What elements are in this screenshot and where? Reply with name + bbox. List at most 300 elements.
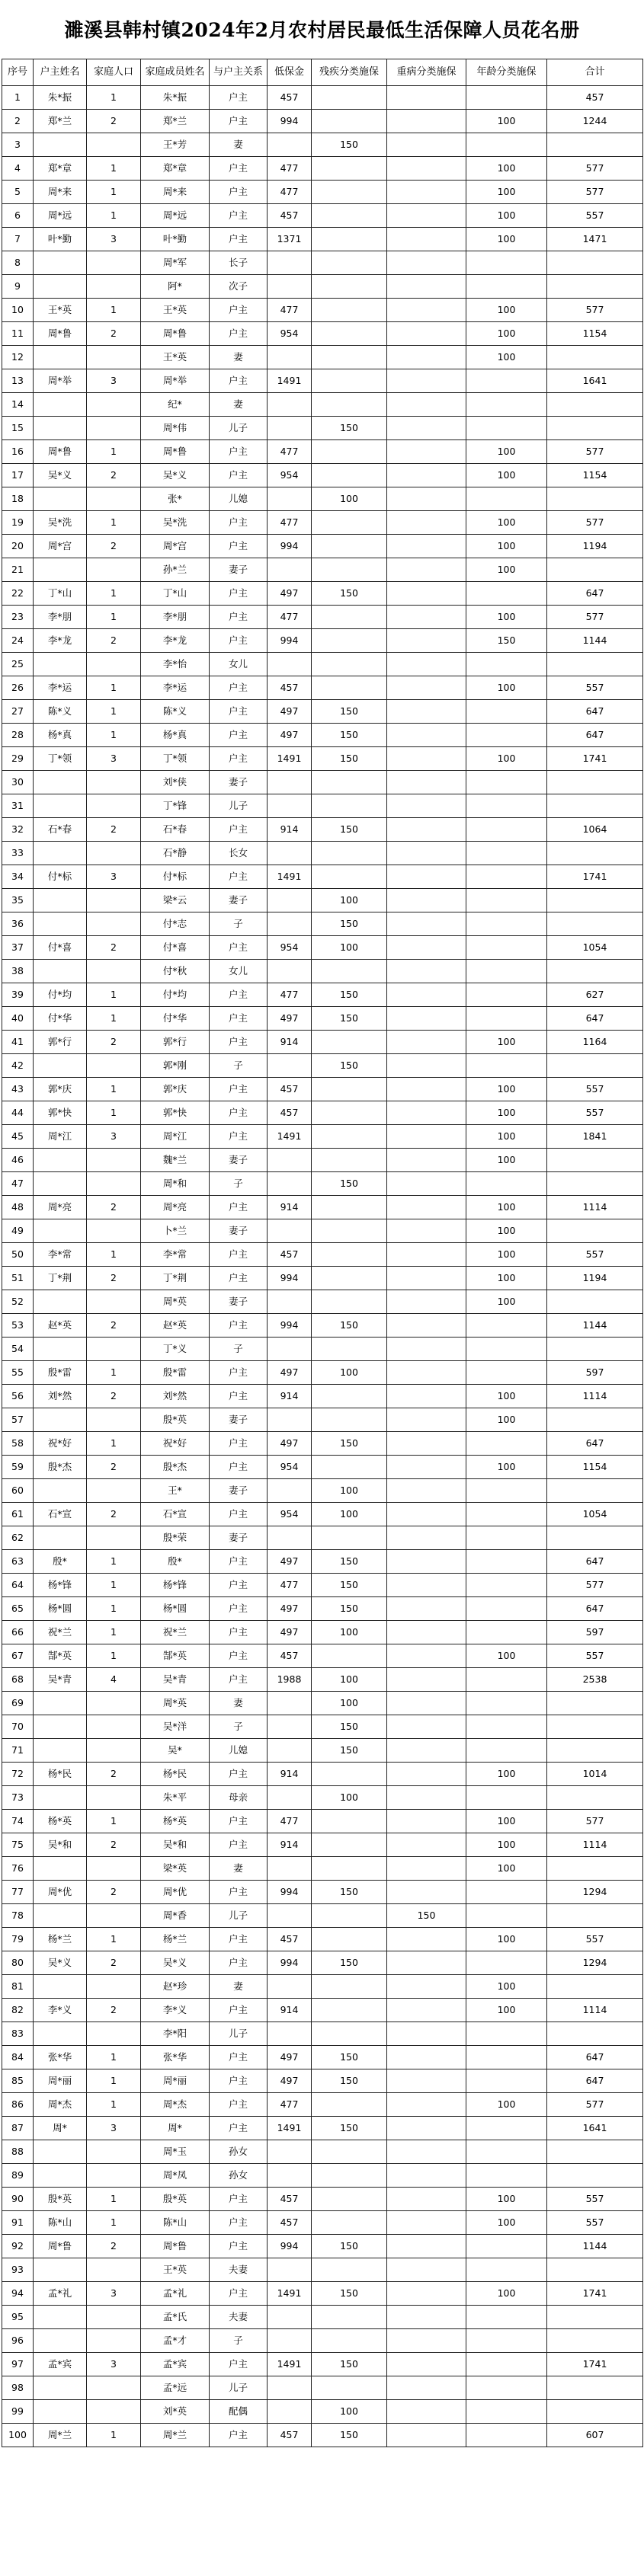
cell-disability-aid xyxy=(312,1219,387,1243)
cell-household-size xyxy=(87,1715,141,1739)
cell-relation: 户主 xyxy=(210,1432,268,1456)
cell-relation: 户主 xyxy=(210,629,268,653)
cell-head-name: 丁*领 xyxy=(34,747,87,771)
cell-head-name xyxy=(34,1975,87,1999)
cell-disability-aid: 150 xyxy=(312,2046,387,2069)
cell-total: 557 xyxy=(547,204,643,228)
cell-age-aid xyxy=(466,2376,547,2400)
cell-member-name: 殷*杰 xyxy=(141,1456,210,1479)
cell-age-aid xyxy=(466,582,547,606)
cell-total: 1154 xyxy=(547,1456,643,1479)
cell-head-name xyxy=(34,1479,87,1503)
cell-disability-aid: 100 xyxy=(312,1786,387,1810)
cell-relation: 户主 xyxy=(210,464,268,487)
cell-member-name: 丁*山 xyxy=(141,582,210,606)
table-row xyxy=(2,676,643,700)
cell-seq: 11 xyxy=(2,322,34,346)
cell-relation: 配偶 xyxy=(210,2400,268,2424)
cell-head-name xyxy=(34,2376,87,2400)
cell-household-size: 1 xyxy=(87,440,141,464)
cell-seq: 49 xyxy=(2,1219,34,1243)
cell-head-name: 杨*民 xyxy=(34,1763,87,1786)
cell-disability-aid xyxy=(312,181,387,204)
cell-household-size xyxy=(87,1479,141,1503)
cell-member-name: 吴* xyxy=(141,1739,210,1763)
cell-member-name: 杨*锋 xyxy=(141,1574,210,1597)
cell-member-name: 周* xyxy=(141,2117,210,2140)
cell-total: 1144 xyxy=(547,1314,643,1338)
cell-allowance: 497 xyxy=(268,2069,312,2093)
cell-total: 1741 xyxy=(547,2353,643,2376)
cell-disability-aid: 150 xyxy=(312,1432,387,1456)
cell-illness-aid xyxy=(387,983,466,1007)
cell-seq: 87 xyxy=(2,2117,34,2140)
cell-allowance: 477 xyxy=(268,511,312,535)
cell-household-size xyxy=(87,1857,141,1881)
cell-relation: 户主 xyxy=(210,1597,268,1621)
cell-total: 577 xyxy=(547,181,643,204)
table-row xyxy=(2,157,643,181)
cell-disability-aid: 150 xyxy=(312,1739,387,1763)
cell-relation: 户主 xyxy=(210,1881,268,1904)
cell-disability-aid: 150 xyxy=(312,1597,387,1621)
cell-age-aid xyxy=(466,393,547,417)
cell-relation: 母亲 xyxy=(210,1786,268,1810)
cell-age-aid xyxy=(466,1172,547,1196)
cell-member-name: 郭*刚 xyxy=(141,1054,210,1078)
cell-illness-aid xyxy=(387,1338,466,1361)
cell-allowance: 914 xyxy=(268,1763,312,1786)
cell-head-name: 郑*章 xyxy=(34,157,87,181)
cell-illness-aid xyxy=(387,2376,466,2400)
cell-allowance xyxy=(268,2400,312,2424)
cell-age-aid: 100 xyxy=(466,1290,547,1314)
cell-member-name: 殷*雷 xyxy=(141,1361,210,1385)
cell-seq: 100 xyxy=(2,2424,34,2447)
cell-allowance: 497 xyxy=(268,1621,312,1644)
cell-head-name: 郭*快 xyxy=(34,1101,87,1125)
cell-total xyxy=(547,1526,643,1550)
cell-relation: 户主 xyxy=(210,1574,268,1597)
cell-seq: 58 xyxy=(2,1432,34,1456)
cell-household-size: 2 xyxy=(87,1951,141,1975)
cell-illness-aid xyxy=(387,2424,466,2447)
cell-disability-aid xyxy=(312,1149,387,1172)
cell-relation: 户主 xyxy=(210,511,268,535)
header-relation: 与户主关系 xyxy=(210,59,268,86)
cell-age-aid xyxy=(466,1526,547,1550)
table-row xyxy=(2,1763,643,1786)
table-row xyxy=(2,2022,643,2046)
cell-allowance: 477 xyxy=(268,299,312,322)
cell-household-size xyxy=(87,1739,141,1763)
cell-member-name: 李*阳 xyxy=(141,2022,210,2046)
cell-allowance xyxy=(268,889,312,912)
cell-head-name: 李*常 xyxy=(34,1243,87,1267)
cell-seq: 24 xyxy=(2,629,34,653)
cell-seq: 18 xyxy=(2,487,34,511)
cell-member-name: 郜*英 xyxy=(141,1644,210,1668)
cell-member-name: 周*香 xyxy=(141,1904,210,1928)
cell-relation: 户主 xyxy=(210,322,268,346)
cell-seq: 41 xyxy=(2,1031,34,1054)
cell-age-aid: 100 xyxy=(466,535,547,558)
cell-allowance xyxy=(268,393,312,417)
cell-member-name: 吴*和 xyxy=(141,1833,210,1857)
table-row xyxy=(2,1999,643,2022)
cell-seq: 4 xyxy=(2,157,34,181)
cell-illness-aid xyxy=(387,2353,466,2376)
cell-household-size: 1 xyxy=(87,204,141,228)
cell-relation: 户主 xyxy=(210,1078,268,1101)
cell-household-size xyxy=(87,1338,141,1361)
cell-member-name: 周*优 xyxy=(141,1881,210,1904)
cell-head-name xyxy=(34,889,87,912)
cell-head-name: 周*杰 xyxy=(34,2093,87,2117)
cell-member-name: 吴*义 xyxy=(141,1951,210,1975)
cell-household-size xyxy=(87,2400,141,2424)
cell-illness-aid xyxy=(387,1479,466,1503)
cell-seq: 22 xyxy=(2,582,34,606)
cell-household-size: 2 xyxy=(87,322,141,346)
cell-relation: 妻子 xyxy=(210,1149,268,1172)
table-row xyxy=(2,983,643,1007)
cell-age-aid xyxy=(466,1951,547,1975)
cell-disability-aid xyxy=(312,369,387,393)
cell-total: 557 xyxy=(547,1078,643,1101)
cell-disability-aid xyxy=(312,1078,387,1101)
cell-head-name: 陈*义 xyxy=(34,700,87,724)
cell-allowance: 477 xyxy=(268,157,312,181)
cell-head-name: 周*江 xyxy=(34,1125,87,1149)
cell-household-size: 3 xyxy=(87,865,141,889)
cell-relation: 户主 xyxy=(210,1101,268,1125)
cell-member-name: 付*华 xyxy=(141,1007,210,1031)
cell-disability-aid xyxy=(312,676,387,700)
cell-total: 457 xyxy=(547,86,643,110)
cell-allowance: 457 xyxy=(268,1243,312,1267)
cell-illness-aid xyxy=(387,2140,466,2164)
cell-illness-aid xyxy=(387,1125,466,1149)
cell-allowance: 477 xyxy=(268,983,312,1007)
table-row xyxy=(2,299,643,322)
cell-member-name: 周*和 xyxy=(141,1172,210,1196)
cell-head-name: 吴*洗 xyxy=(34,511,87,535)
cell-allowance: 914 xyxy=(268,1833,312,1857)
cell-relation: 户主 xyxy=(210,1928,268,1951)
cell-seq: 63 xyxy=(2,1550,34,1574)
cell-allowance: 457 xyxy=(268,1078,312,1101)
cell-total: 577 xyxy=(547,440,643,464)
cell-head-name: 郑*兰 xyxy=(34,110,87,133)
cell-allowance xyxy=(268,2022,312,2046)
cell-head-name: 付*均 xyxy=(34,983,87,1007)
cell-member-name: 刘*侠 xyxy=(141,771,210,794)
cell-disability-aid xyxy=(312,606,387,629)
cell-head-name xyxy=(34,2022,87,2046)
cell-disability-aid: 150 xyxy=(312,912,387,936)
cell-age-aid xyxy=(466,700,547,724)
cell-total xyxy=(547,275,643,299)
cell-household-size: 1 xyxy=(87,1574,141,1597)
cell-household-size: 1 xyxy=(87,86,141,110)
cell-seq: 78 xyxy=(2,1904,34,1928)
cell-relation: 户主 xyxy=(210,1007,268,1031)
cell-total: 577 xyxy=(547,1810,643,1833)
cell-age-aid xyxy=(466,1881,547,1904)
cell-allowance: 1491 xyxy=(268,1125,312,1149)
cell-household-size xyxy=(87,487,141,511)
cell-age-aid xyxy=(466,1314,547,1338)
cell-head-name: 付*标 xyxy=(34,865,87,889)
cell-head-name: 刘*然 xyxy=(34,1385,87,1408)
table-row xyxy=(2,133,643,157)
cell-total xyxy=(547,1219,643,1243)
cell-member-name: 祝*兰 xyxy=(141,1621,210,1644)
cell-allowance: 994 xyxy=(268,535,312,558)
table-row xyxy=(2,2424,643,2447)
cell-disability-aid xyxy=(312,2188,387,2211)
cell-illness-aid xyxy=(387,369,466,393)
cell-member-name: 周*伟 xyxy=(141,417,210,440)
cell-allowance: 497 xyxy=(268,1432,312,1456)
cell-relation: 长女 xyxy=(210,842,268,865)
cell-illness-aid xyxy=(387,606,466,629)
cell-relation: 妻子 xyxy=(210,1290,268,1314)
cell-seq: 27 xyxy=(2,700,34,724)
cell-allowance xyxy=(268,1904,312,1928)
table-row xyxy=(2,1267,643,1290)
table-row xyxy=(2,912,643,936)
table-row xyxy=(2,1172,643,1196)
cell-member-name: 孙*兰 xyxy=(141,558,210,582)
cell-member-name: 陈*山 xyxy=(141,2211,210,2235)
cell-age-aid: 100 xyxy=(466,157,547,181)
cell-member-name: 郭*庆 xyxy=(141,1078,210,1101)
cell-allowance xyxy=(268,2140,312,2164)
table-row xyxy=(2,2306,643,2329)
cell-relation: 儿媳 xyxy=(210,487,268,511)
cell-head-name xyxy=(34,1739,87,1763)
cell-age-aid: 100 xyxy=(466,511,547,535)
cell-seq: 65 xyxy=(2,1597,34,1621)
header-illness-aid: 重病分类施保 xyxy=(387,59,466,86)
cell-total xyxy=(547,1172,643,1196)
cell-allowance xyxy=(268,346,312,369)
cell-age-aid xyxy=(466,1479,547,1503)
cell-total xyxy=(547,487,643,511)
cell-disability-aid: 100 xyxy=(312,2400,387,2424)
cell-seq: 46 xyxy=(2,1149,34,1172)
cell-head-name xyxy=(34,558,87,582)
table-row xyxy=(2,842,643,865)
cell-member-name: 赵*英 xyxy=(141,1314,210,1338)
cell-allowance xyxy=(268,1857,312,1881)
cell-allowance: 477 xyxy=(268,440,312,464)
roster-body xyxy=(2,86,643,2447)
header-total: 合计 xyxy=(547,59,643,86)
cell-member-name: 周*鲁 xyxy=(141,2235,210,2258)
cell-relation: 户主 xyxy=(210,676,268,700)
cell-disability-aid xyxy=(312,794,387,818)
cell-relation: 户主 xyxy=(210,299,268,322)
cell-total: 1741 xyxy=(547,2282,643,2306)
cell-disability-aid: 100 xyxy=(312,1621,387,1644)
cell-age-aid xyxy=(466,960,547,983)
cell-illness-aid xyxy=(387,700,466,724)
cell-head-name: 付*喜 xyxy=(34,936,87,960)
cell-head-name: 吴*义 xyxy=(34,464,87,487)
cell-total xyxy=(547,912,643,936)
cell-allowance: 914 xyxy=(268,1196,312,1219)
cell-age-aid xyxy=(466,133,547,157)
cell-age-aid xyxy=(466,1621,547,1644)
cell-disability-aid: 150 xyxy=(312,747,387,771)
cell-disability-aid: 100 xyxy=(312,1692,387,1715)
cell-total: 647 xyxy=(547,2069,643,2093)
cell-age-aid: 100 xyxy=(466,299,547,322)
cell-total: 1114 xyxy=(547,1196,643,1219)
cell-disability-aid: 150 xyxy=(312,1715,387,1739)
cell-household-size xyxy=(87,2306,141,2329)
cell-head-name: 李*龙 xyxy=(34,629,87,653)
cell-allowance xyxy=(268,251,312,275)
cell-disability-aid xyxy=(312,511,387,535)
cell-disability-aid xyxy=(312,464,387,487)
cell-head-name xyxy=(34,960,87,983)
cell-member-name: 李*龙 xyxy=(141,629,210,653)
cell-allowance: 497 xyxy=(268,1550,312,1574)
cell-household-size xyxy=(87,1526,141,1550)
cell-disability-aid xyxy=(312,653,387,676)
cell-total: 1064 xyxy=(547,818,643,842)
cell-head-name: 杨*锋 xyxy=(34,1574,87,1597)
cell-disability-aid: 150 xyxy=(312,2353,387,2376)
table-row xyxy=(2,1881,643,1904)
cell-seq: 44 xyxy=(2,1101,34,1125)
cell-allowance: 497 xyxy=(268,1361,312,1385)
table-row xyxy=(2,440,643,464)
cell-household-size: 1 xyxy=(87,1361,141,1385)
cell-total: 2538 xyxy=(547,1668,643,1692)
cell-disability-aid: 150 xyxy=(312,417,387,440)
cell-seq: 19 xyxy=(2,511,34,535)
cell-seq: 6 xyxy=(2,204,34,228)
table-row xyxy=(2,606,643,629)
cell-head-name xyxy=(34,1857,87,1881)
cell-head-name xyxy=(34,1692,87,1715)
cell-total: 1194 xyxy=(547,535,643,558)
cell-seq: 86 xyxy=(2,2093,34,2117)
table-row xyxy=(2,1101,643,1125)
cell-allowance: 994 xyxy=(268,2235,312,2258)
table-row xyxy=(2,1574,643,1597)
cell-disability-aid: 150 xyxy=(312,582,387,606)
cell-disability-aid: 150 xyxy=(312,2235,387,2258)
cell-allowance xyxy=(268,1219,312,1243)
cell-total: 577 xyxy=(547,1574,643,1597)
cell-seq: 59 xyxy=(2,1456,34,1479)
cell-household-size: 3 xyxy=(87,2353,141,2376)
cell-seq: 15 xyxy=(2,417,34,440)
cell-member-name: 郭*快 xyxy=(141,1101,210,1125)
cell-total: 1154 xyxy=(547,322,643,346)
cell-illness-aid xyxy=(387,228,466,251)
cell-household-size: 2 xyxy=(87,1503,141,1526)
cell-total: 557 xyxy=(547,1928,643,1951)
cell-total: 577 xyxy=(547,299,643,322)
cell-member-name: 张*华 xyxy=(141,2046,210,2069)
cell-illness-aid xyxy=(387,1243,466,1267)
cell-age-aid: 100 xyxy=(466,1267,547,1290)
cell-disability-aid xyxy=(312,1243,387,1267)
cell-head-name xyxy=(34,393,87,417)
cell-seq: 13 xyxy=(2,369,34,393)
cell-relation: 妻子 xyxy=(210,558,268,582)
table-row xyxy=(2,653,643,676)
cell-head-name: 郜*英 xyxy=(34,1644,87,1668)
cell-head-name: 石*宣 xyxy=(34,1503,87,1526)
cell-relation: 户主 xyxy=(210,2211,268,2235)
cell-seq: 50 xyxy=(2,1243,34,1267)
cell-illness-aid xyxy=(387,181,466,204)
cell-illness-aid xyxy=(387,204,466,228)
cell-illness-aid xyxy=(387,1456,466,1479)
table-row xyxy=(2,181,643,204)
cell-total: 647 xyxy=(547,2046,643,2069)
cell-illness-aid xyxy=(387,1101,466,1125)
cell-household-size xyxy=(87,794,141,818)
cell-household-size: 1 xyxy=(87,2211,141,2235)
cell-head-name: 周*亮 xyxy=(34,1196,87,1219)
cell-relation: 户主 xyxy=(210,2353,268,2376)
cell-member-name: 杨*兰 xyxy=(141,1928,210,1951)
table-row xyxy=(2,2211,643,2235)
cell-allowance xyxy=(268,1715,312,1739)
cell-total: 557 xyxy=(547,1644,643,1668)
cell-total: 1294 xyxy=(547,1951,643,1975)
cell-age-aid xyxy=(466,2258,547,2282)
cell-age-aid xyxy=(466,1054,547,1078)
cell-disability-aid: 150 xyxy=(312,133,387,157)
cell-disability-aid xyxy=(312,1810,387,1833)
cell-disability-aid xyxy=(312,842,387,865)
cell-head-name: 周*鲁 xyxy=(34,440,87,464)
cell-member-name: 殷* xyxy=(141,1550,210,1574)
cell-relation: 户主 xyxy=(210,582,268,606)
cell-member-name: 殷*荣 xyxy=(141,1526,210,1550)
cell-member-name: 梁*云 xyxy=(141,889,210,912)
cell-total: 577 xyxy=(547,2093,643,2117)
cell-age-aid xyxy=(466,1432,547,1456)
cell-relation: 孙女 xyxy=(210,2164,268,2188)
cell-member-name: 陈*义 xyxy=(141,700,210,724)
table-row xyxy=(2,1833,643,1857)
cell-head-name: 殷* xyxy=(34,1550,87,1574)
cell-disability-aid xyxy=(312,86,387,110)
cell-member-name: 周*来 xyxy=(141,181,210,204)
cell-household-size: 2 xyxy=(87,1267,141,1290)
cell-disability-aid xyxy=(312,275,387,299)
cell-age-aid xyxy=(466,1715,547,1739)
cell-allowance xyxy=(268,1054,312,1078)
cell-allowance: 1491 xyxy=(268,2117,312,2140)
cell-disability-aid: 150 xyxy=(312,983,387,1007)
cell-head-name: 朱*振 xyxy=(34,86,87,110)
cell-relation: 妻 xyxy=(210,1975,268,1999)
table-row xyxy=(2,275,643,299)
cell-illness-aid xyxy=(387,1951,466,1975)
